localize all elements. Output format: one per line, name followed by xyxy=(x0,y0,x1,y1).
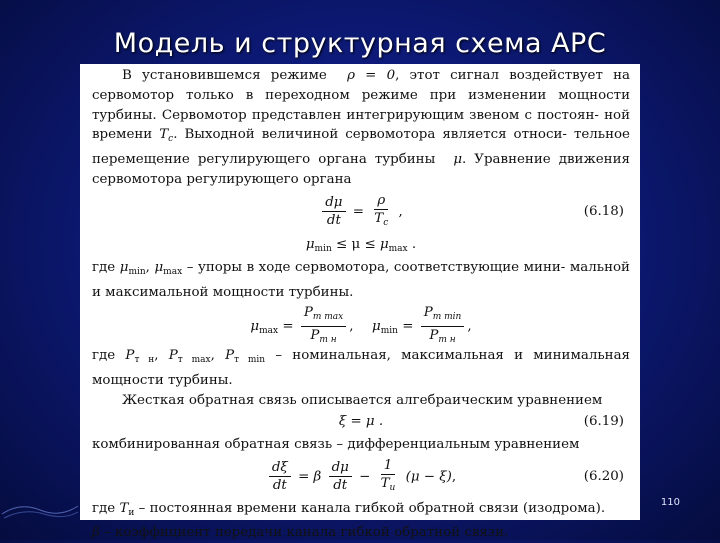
formula-rho-zero: ρ = 0 xyxy=(347,68,396,83)
paragraph-stops: где $\mu_{min}$, $\mu_{max}$ – упоры в ходе сервомотора, соответствующие мини- мальной и максимальной мощности турбины. xyxy=(92,259,630,300)
paragraph-powers: где $P_{т н}$, $P_{т max}$, $P_{т min}$ – номинальная, максимальная и минимальная мощности турбины. xyxy=(92,348,631,389)
paragraph-rigid-feedback: Жесткая обратная связь описывается алгебраическим уравнением xyxy=(122,392,603,408)
scanned-page xyxy=(80,64,640,541)
text: турбины. Сервомотор представлен интегрирующим звеном с постоян- xyxy=(92,107,599,123)
equation-6-20: $\frac{d\xi}{dt}$ = β $\frac{d\mu}{dt}$ − $\frac{1}{T_и}$ (μ − ξ), (6.20) xyxy=(92,455,630,499)
text: тельное перемещение регулирующего органа турбины xyxy=(92,127,630,168)
equation-number: (6.18) xyxy=(583,203,624,219)
text: ной времени xyxy=(92,107,630,143)
text: . Уравнение xyxy=(462,152,551,168)
symbol-Tc: $T_с$ xyxy=(159,127,174,145)
text: . Выходной величиной сервомотора является относи- xyxy=(173,127,567,143)
text: В установившемся режиме xyxy=(122,68,327,83)
slide-title: Модель и структурная схема АРС xyxy=(113,28,607,59)
text: движения сервомотора регулирующего органа xyxy=(92,152,630,187)
paragraph-beta: β – коэффициент передачи канала гибкой обратной связи. xyxy=(92,525,509,541)
page-number: 110 xyxy=(660,497,680,508)
equation-ratio: $\mu_{max}$ = $\frac{P_{т max}}{P_{т н}}$ , $\mu_{min}$ = $\frac{P_{т min}}{P_{т н}}$ , xyxy=(250,305,472,346)
paragraph-isodrome: где $T_и$ – постоянная времени канала гибкой обратной связи (изодрома). xyxy=(92,500,606,518)
text: сервомотор только в переходном режиме при изменении мощности xyxy=(92,87,630,103)
paragraph-combined-feedback: комбинированная обратная связь – дифференциальным уравнением xyxy=(92,436,580,452)
decorative-swirl xyxy=(0,492,80,522)
equation-constraint: $\mu_{min} \le \mu \le \mu_{max}$ . xyxy=(305,236,417,254)
equation-6-19: ξ = μ . (6.19) xyxy=(92,411,630,435)
symbol-mu: μ xyxy=(453,152,463,168)
equation-6-18: $\frac{d\mu}{dt}$ = $\frac{\rho}{T_с}$ , (6.18) xyxy=(92,190,630,234)
paragraph-servomotor xyxy=(92,66,630,190)
text: , этот сигнал воздействует на xyxy=(395,68,630,83)
equation-number: (6.20) xyxy=(583,468,624,484)
equation-number: (6.19) xyxy=(583,413,624,429)
